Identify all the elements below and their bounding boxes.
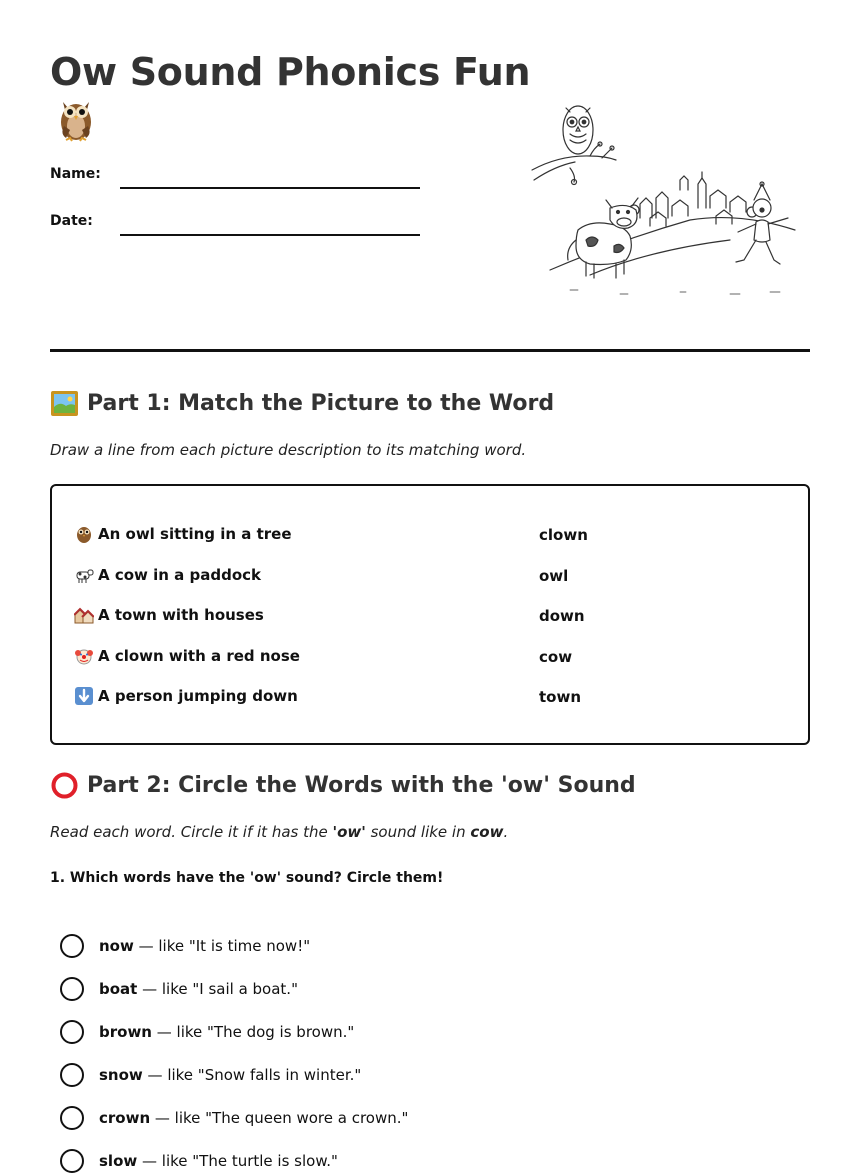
match-row <box>74 565 794 589</box>
word-option[interactable] <box>60 976 298 1002</box>
match-word[interactable]: owl <box>539 567 569 585</box>
date-label: Date: <box>50 213 93 229</box>
option-word: crown <box>99 1109 151 1127</box>
example-word-emphasis: cow <box>470 823 504 841</box>
name-label: Name: <box>50 166 101 182</box>
owl-icon <box>74 524 94 544</box>
down-arrow-icon <box>74 686 94 706</box>
instructions-text: Read each word. Circle it if it has the <box>50 823 333 841</box>
red-circle-icon <box>50 771 79 800</box>
option-word: now <box>99 937 134 955</box>
option-example: — like "The turtle is slow." <box>137 1152 338 1170</box>
date-field[interactable] <box>120 234 420 236</box>
option-example: — like "The dog is brown." <box>151 1023 355 1041</box>
match-description-text: A person jumping down <box>98 687 298 705</box>
clown-face-icon <box>74 646 94 666</box>
option-word: slow <box>99 1152 138 1170</box>
word-option[interactable] <box>60 1105 408 1131</box>
circle-target[interactable] <box>60 977 84 1001</box>
option-word: snow <box>99 1066 143 1084</box>
part2-title <box>50 771 636 800</box>
circle-target[interactable] <box>60 1063 84 1087</box>
section-divider <box>50 349 810 352</box>
option-example: — like "The queen wore a crown." <box>150 1109 409 1127</box>
name-field[interactable] <box>120 187 420 189</box>
match-row <box>74 686 794 710</box>
option-example: — like "Snow falls in winter." <box>142 1066 362 1084</box>
word-option[interactable] <box>60 933 310 959</box>
match-description[interactable] <box>74 646 300 666</box>
part1-title-text: Part 1: Match the Picture to the Word <box>87 391 555 416</box>
match-word[interactable]: town <box>539 688 582 706</box>
word-option[interactable] <box>60 1019 354 1045</box>
cow-icon <box>74 565 94 585</box>
option-word: brown <box>99 1023 152 1041</box>
match-word[interactable]: down <box>539 607 585 625</box>
circle-target[interactable] <box>60 1149 84 1173</box>
owl-cow-town-illustration <box>530 100 800 300</box>
match-description[interactable] <box>74 565 261 585</box>
option-example: — like "It is time now!" <box>133 937 311 955</box>
houses-icon <box>74 605 94 625</box>
word-option[interactable] <box>60 1062 361 1088</box>
option-example: — like "I sail a boat." <box>137 980 298 998</box>
match-row <box>74 524 794 548</box>
owl-drawing <box>563 106 593 154</box>
instructions-text: . <box>503 823 509 841</box>
instructions-text: sound like in <box>365 823 471 841</box>
matching-box <box>50 484 810 745</box>
match-word[interactable]: cow <box>539 648 573 666</box>
match-description-text: An owl sitting in a tree <box>98 525 292 543</box>
circle-target[interactable] <box>60 934 84 958</box>
part1-title <box>50 389 554 418</box>
circle-target[interactable] <box>60 1020 84 1044</box>
part2-instructions <box>50 823 508 841</box>
clown-drawing <box>736 182 788 264</box>
match-description[interactable] <box>74 605 264 625</box>
ow-sound-emphasis: 'ow' <box>332 823 366 841</box>
match-row <box>74 646 794 670</box>
owl-emoji-icon <box>56 94 96 142</box>
match-description-text: A clown with a red nose <box>98 647 300 665</box>
match-description[interactable] <box>74 524 292 544</box>
question-1: 1. Which words have the 'ow' sound? Circle them! <box>50 870 444 886</box>
word-option[interactable] <box>60 1148 338 1174</box>
part2-title-text: Part 2: Circle the Words with the 'ow' Sound <box>87 773 636 798</box>
match-description-text: A town with houses <box>98 606 264 624</box>
option-word: boat <box>99 980 138 998</box>
match-word[interactable]: clown <box>539 526 588 544</box>
cow-drawing <box>568 198 638 278</box>
match-description-text: A cow in a paddock <box>98 566 262 584</box>
framed-picture-icon <box>50 389 79 418</box>
match-row <box>74 605 794 629</box>
part1-instructions: Draw a line from each picture description to its matching word. <box>50 441 527 459</box>
worksheet-title: Ow Sound Phonics Fun <box>50 50 531 94</box>
circle-target[interactable] <box>60 1106 84 1130</box>
match-description[interactable] <box>74 686 298 706</box>
